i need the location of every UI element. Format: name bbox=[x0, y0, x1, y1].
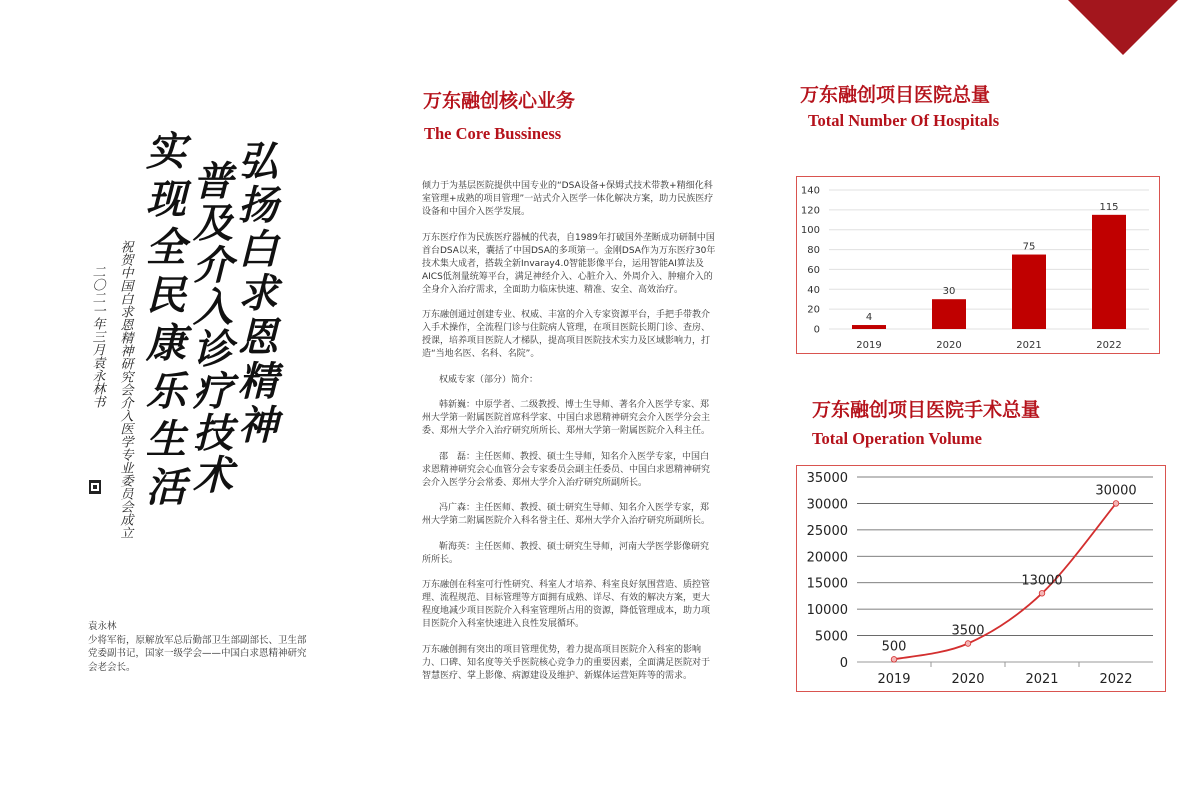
core-title-en: The Core Bussiness bbox=[424, 124, 562, 143]
data-label: 75 bbox=[1022, 241, 1036, 253]
y-tick-label: 0 bbox=[813, 324, 820, 336]
paragraph: 万东融创通过创建专业、权威、丰富的介入专家资源平台，手把手带教介入手术操作，全流程门诊与住院病人管理，在项目医院长期门诊、查房、授课，培养项目医院人才梯队，提高项目医院技术实力及区域影响力，打造“当地名医、名科、名院”。 bbox=[422, 310, 711, 359]
bio-name: 袁永林 bbox=[88, 621, 117, 632]
hospitals-chart bbox=[796, 176, 1160, 354]
data-label: 4 bbox=[865, 312, 873, 324]
paragraph: 邵 磊：主任医师、教授、硕士生导师，知名介入医学专家，中国白求恩精神研究会心血管分会专家委员会副主任委员、中国白求恩精神研究会介入医学分会常委、郑州大学介入治疗研究所副所长。 bbox=[422, 451, 711, 488]
bar bbox=[932, 299, 966, 329]
y-tick-label: 5000 bbox=[814, 629, 848, 645]
bio-block bbox=[88, 620, 313, 674]
x-tick-label: 2021 bbox=[1025, 672, 1059, 687]
paragraph: 冯广森：主任医师、教授、硕士研究生导师、知名介入医学专家，郑州大学第二附属医院介入科名誉主任、郑州大学介入治疗研究所副所长。 bbox=[422, 503, 711, 526]
hospitals-title-cn: 万东融创项目医院总量 bbox=[800, 84, 991, 106]
paragraph: 万东医疗作为民族医疗器械的代表，自1989年打破国外垄断成功研制中国首台DSA以来，囊括了中国DSA的多项第一。金刚DSA作为万东医疗30年技术集大成者，搭载全新Invaray4.0智能影像平台，运用智能AI算法及AICS低剂量统筹平台，满足神经介入、心脏介入、外周介入、肿瘤介入的全身介入治疗需求，全面助力临床快速、精准、安全、高效治疗。 bbox=[422, 232, 716, 295]
operations-title-cn: 万东融创项目医院手术总量 bbox=[812, 399, 1041, 421]
x-tick-label: 2022 bbox=[1099, 672, 1133, 687]
x-tick-label: 2021 bbox=[1016, 340, 1042, 351]
paragraph: 权威专家（部分）简介： bbox=[439, 374, 539, 385]
core-body bbox=[422, 180, 716, 695]
y-tick-label: 80 bbox=[807, 245, 820, 257]
y-tick-label: 0 bbox=[839, 656, 848, 671]
x-tick-label: 2019 bbox=[877, 672, 911, 687]
y-tick-label: 10000 bbox=[806, 603, 848, 619]
x-tick-label: 2019 bbox=[856, 340, 882, 351]
paragraph: 万东融创拥有突出的项目管理优势，着力提高项目医院介入科室的影响力、口碑、知名度等关乎医院核心竞争力的重要因素，全面满足医院对于智慧医疗、掌上影像、病源建设及维护、新媒体运营矩阵等的需求。 bbox=[422, 644, 711, 681]
bar bbox=[1092, 215, 1126, 329]
bio-text: 少将军衔，原解放军总后勤部卫生部副部长、卫生部党委副书记，国家一级学会——中国白求恩精神研究会老会长。 bbox=[88, 634, 307, 673]
core-title-cn: 万东融创核心业务 bbox=[423, 90, 576, 112]
data-label: 500 bbox=[881, 639, 907, 655]
y-tick-label: 100 bbox=[800, 225, 820, 237]
x-tick-label: 2020 bbox=[951, 672, 985, 687]
calligraphy-artwork bbox=[85, 100, 315, 570]
y-tick-label: 25000 bbox=[806, 523, 848, 539]
data-label: 30000 bbox=[1095, 483, 1137, 499]
calligraphy-dedication: 祝贺中国白求恩精神研究会介入医学专业委员会成立 bbox=[117, 240, 133, 539]
calligraphy-column-3: 实现全民康乐生活 bbox=[139, 130, 187, 514]
calligraphy-column-2: 普及介入诊疗技术 bbox=[186, 160, 234, 496]
y-tick-label: 120 bbox=[800, 205, 820, 217]
data-point bbox=[1113, 501, 1119, 507]
data-label: 115 bbox=[1099, 201, 1119, 213]
data-label: 3500 bbox=[951, 623, 985, 639]
bar bbox=[1012, 255, 1046, 329]
y-tick-label: 60 bbox=[807, 264, 820, 276]
operations-title-en: Total Operation Volume bbox=[812, 429, 982, 448]
paragraph: 万东融创在科室可行性研究、科室人才培养、科室良好氛围营造、质控管理、流程规范、目标管理等方面拥有成熟、详尽、有效的解决方案，更大程度地减少项目医院介入科室管理所占用的资源，降低管理成本，助力项目医院介入科室快速进入良性发展循环。 bbox=[422, 580, 711, 629]
data-label: 30 bbox=[942, 286, 956, 298]
data-label: 13000 bbox=[1021, 573, 1063, 589]
paragraph: 倾力于为基层医院提供中国专业的“DSA设备+保姆式技术带教+精细化科室管理+成熟的项目管理”一站式介入医学一体化解决方案，助力民族医疗设备和中国介入医学发展。 bbox=[422, 181, 714, 217]
corner-decoration bbox=[1068, 0, 1178, 55]
data-point bbox=[891, 657, 897, 663]
data-point bbox=[1039, 590, 1045, 596]
y-tick-label: 30000 bbox=[806, 497, 848, 513]
operations-chart bbox=[796, 465, 1166, 692]
data-point bbox=[965, 641, 971, 647]
y-tick-label: 140 bbox=[800, 185, 820, 197]
y-tick-label: 40 bbox=[807, 284, 820, 296]
y-tick-label: 15000 bbox=[806, 576, 848, 592]
y-tick-label: 20 bbox=[807, 304, 820, 316]
x-tick-label: 2022 bbox=[1096, 340, 1122, 351]
y-tick-label: 20000 bbox=[806, 550, 848, 566]
bar bbox=[852, 325, 886, 329]
calligraphy-signature: 二〇二一年三月袁永林书 bbox=[89, 265, 105, 408]
paragraph: 韩新巍：中原学者、二级教授、博士生导师、著名介入医学专家、郑州大学第一附属医院首席科学家、中国白求恩精神研究会介入医学分会主委、郑州大学介入治疗研究所所长、郑州大学第一附属医院介入科主任。 bbox=[422, 400, 711, 436]
calligraphy-column-1: 弘扬白求恩精神 bbox=[231, 140, 279, 448]
y-tick-label: 35000 bbox=[806, 471, 848, 486]
x-tick-label: 2020 bbox=[936, 340, 962, 351]
paragraph: 靳海英：主任医师、教授、硕士研究生导师，河南大学医学影像研究所所长。 bbox=[422, 541, 710, 565]
hospitals-title-en: Total Number Of Hospitals bbox=[808, 111, 1000, 130]
